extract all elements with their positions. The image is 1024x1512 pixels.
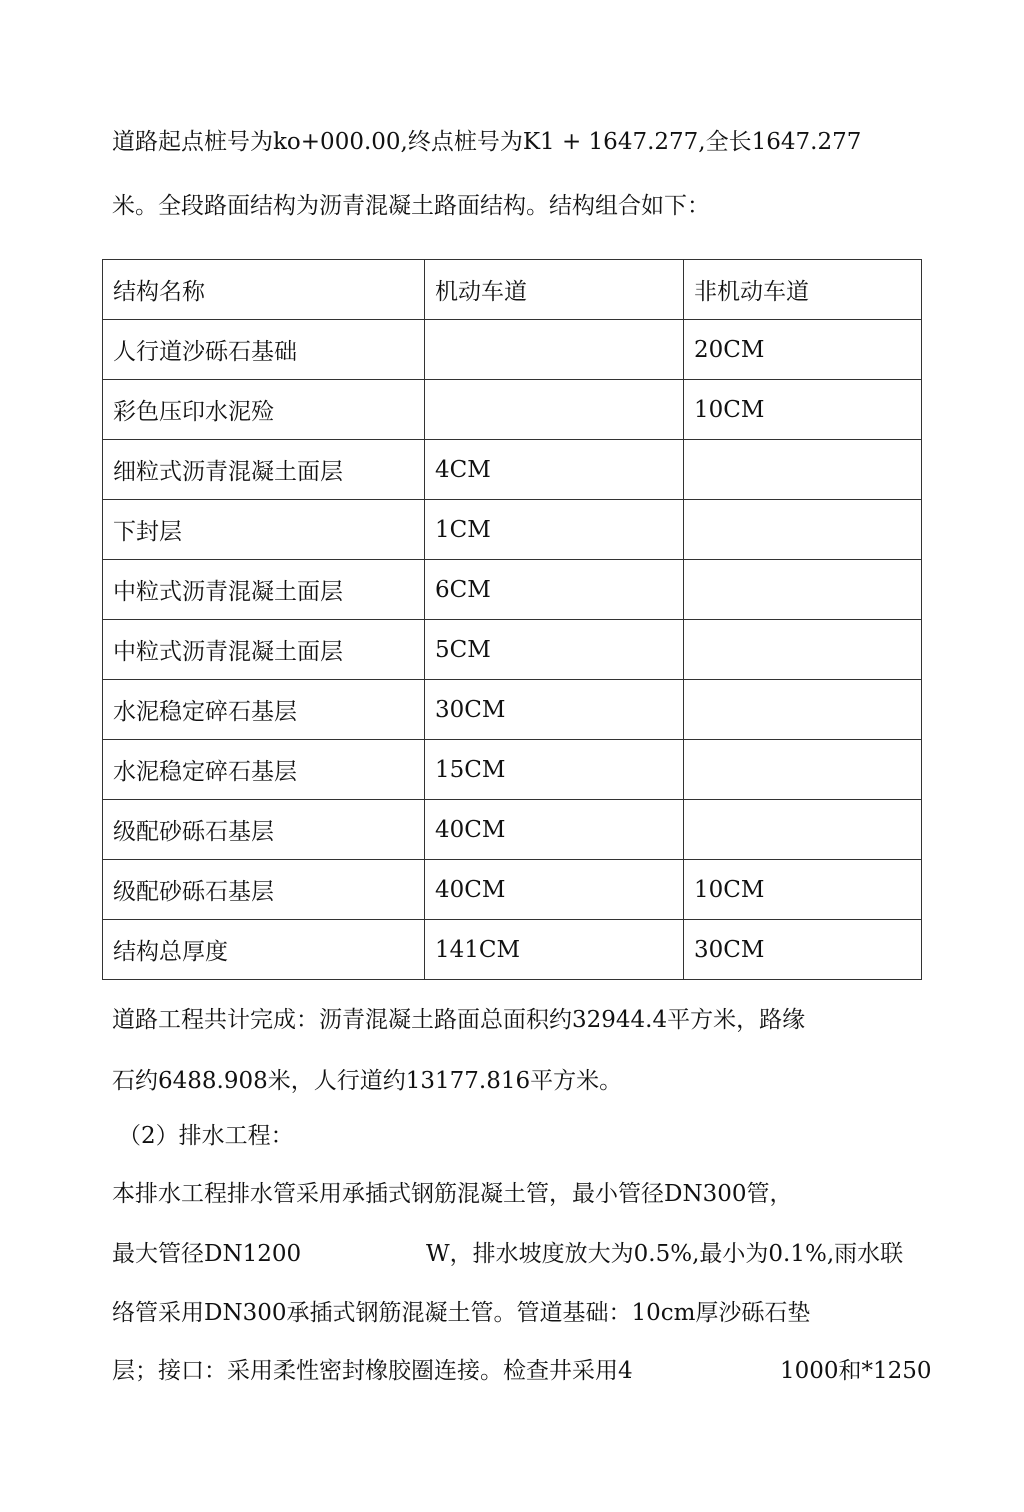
table-row <box>103 680 922 740</box>
cell-structure-name: 级配砂砾石基层 <box>103 860 425 920</box>
drainage-line-4-right: 1000和*1250 <box>780 1358 932 1384</box>
cell-structure-name: 结构总厚度 <box>103 920 425 980</box>
table-body <box>103 320 922 980</box>
table-row <box>103 560 922 620</box>
table-row <box>103 740 922 800</box>
cell-non-motor-lane: 30CM <box>684 920 922 980</box>
header-motor-lane: 机动车道 <box>425 260 684 320</box>
table-row <box>103 620 922 680</box>
intro-line-1: 道路起点桩号为ko+000.00,终点桩号为K1 + 1647.277,全长1647.277 <box>112 129 862 155</box>
drainage-line-4-left: 层；接口：采用柔性密封橡胶圈连接。检查井采用4 <box>112 1358 633 1384</box>
drainage-heading: （2）排水工程： <box>118 1123 294 1149</box>
intro-line-2: 米。全段路面结构为沥青混凝土路面结构。结构组合如下： <box>112 193 710 219</box>
cell-motor-lane: 5CM <box>425 620 684 680</box>
summary-line-2: 石约6488.908米，人行道约13177.816平方米。 <box>112 1068 623 1094</box>
cell-structure-name: 中粒式沥青混凝土面层 <box>103 560 425 620</box>
pavement-structure-table <box>102 259 922 980</box>
header-non-motor-lane: 非机动车道 <box>684 260 922 320</box>
cell-non-motor-lane <box>684 620 922 680</box>
table-row <box>103 320 922 380</box>
cell-motor-lane: 141CM <box>425 920 684 980</box>
cell-non-motor-lane <box>684 500 922 560</box>
cell-non-motor-lane: 10CM <box>684 860 922 920</box>
cell-non-motor-lane <box>684 680 922 740</box>
cell-structure-name: 级配砂砾石基层 <box>103 800 425 860</box>
drainage-line-2-right: W，排水坡度放大为0.5%,最小为0.1%,雨水联 <box>426 1241 904 1267</box>
cell-motor-lane: 15CM <box>425 740 684 800</box>
cell-structure-name: 彩色压印水泥殓 <box>103 380 425 440</box>
header-structure-name: 结构名称 <box>103 260 425 320</box>
cell-structure-name: 细粒式沥青混凝土面层 <box>103 440 425 500</box>
cell-motor-lane: 1CM <box>425 500 684 560</box>
cell-structure-name: 下封层 <box>103 500 425 560</box>
cell-structure-name: 水泥稳定碎石基层 <box>103 680 425 740</box>
table-row <box>103 500 922 560</box>
cell-non-motor-lane: 20CM <box>684 320 922 380</box>
cell-non-motor-lane: 10CM <box>684 380 922 440</box>
cell-motor-lane: 6CM <box>425 560 684 620</box>
table-header-row <box>103 260 922 320</box>
table-row <box>103 380 922 440</box>
cell-non-motor-lane <box>684 440 922 500</box>
cell-motor-lane: 4CM <box>425 440 684 500</box>
cell-structure-name: 中粒式沥青混凝土面层 <box>103 620 425 680</box>
cell-motor-lane <box>425 380 684 440</box>
cell-motor-lane <box>425 320 684 380</box>
cell-non-motor-lane <box>684 800 922 860</box>
drainage-line-2-left: 最大管径DN1200 <box>112 1241 302 1267</box>
cell-structure-name: 人行道沙砾石基础 <box>103 320 425 380</box>
cell-non-motor-lane <box>684 560 922 620</box>
cell-non-motor-lane <box>684 740 922 800</box>
table-row <box>103 440 922 500</box>
cell-motor-lane: 40CM <box>425 800 684 860</box>
cell-motor-lane: 40CM <box>425 860 684 920</box>
cell-structure-name: 水泥稳定碎石基层 <box>103 740 425 800</box>
table-row <box>103 800 922 860</box>
cell-motor-lane: 30CM <box>425 680 684 740</box>
summary-line-1: 道路工程共计完成：沥青混凝土路面总面积约32944.4平方米，路缘 <box>112 1007 806 1033</box>
drainage-line-3: 络管采用DN300承插式钢筋混凝土管。管道基础：10cm厚沙砾石垫 <box>112 1300 811 1326</box>
table-row <box>103 860 922 920</box>
table-row <box>103 920 922 980</box>
drainage-line-1: 本排水工程排水管采用承插式钢筋混凝土管，最小管径DN300管， <box>112 1181 793 1207</box>
